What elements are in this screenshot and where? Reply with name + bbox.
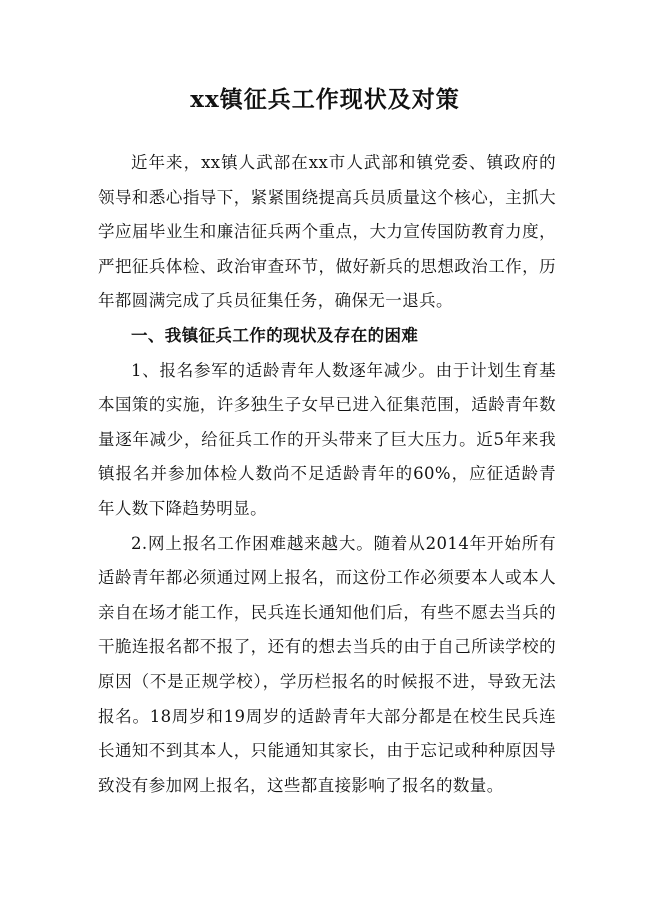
document-body bbox=[98, 146, 556, 803]
section-heading-1: 一、我镇征兵工作的现状及存在的困难 bbox=[131, 325, 419, 345]
intro-paragraph: 近年来，xx镇人武部在xx市人武部和镇党委、镇政府的领导和悉心指导下，紧紧围绕提高兵员质量这个核心，主抓大学应届毕业生和廉洁征兵两个重点，大力宣传国防教育力度，严把征兵体检、政治审查环节，做好新兵的思想政治工作，历年都圆满完成了兵员征集任务，确保无一退兵。 bbox=[98, 153, 556, 311]
point-paragraph-2: 2.网上报名工作困难越来越大。随着从2014年开始所有适龄青年都必须通过网上报名，而这份工作必须要本人或本人亲自在场才能工作，民兵连长通知他们后，有些不愿去当兵的干脆连报名都不报了，还有的想去当兵的由于自己所读学校的原因（不是正规学校），学历栏报名的时候报不进，导致无法报名。18周岁和19周岁的适龄青年大部分都是在校生民兵连长通知不到其本人，只能通知其家长，由于忘记或种种原因导致没有参加网上报名，这些都直接影响了报名的数量。 bbox=[98, 533, 556, 795]
point-paragraph-1: 1、报名参军的适龄青年人数逐年减少。由于计划生育基本国策的实施，许多独生子女早已进入征集范围，适龄青年数量逐年减少，给征兵工作的开头带来了巨大压力。近5年来我镇报名并参加体检人数尚不足适龄青年的60%，应征适龄青年人数下降趋势明显。 bbox=[98, 360, 556, 518]
document-title: xx镇征兵工作现状及对策 bbox=[190, 86, 460, 113]
